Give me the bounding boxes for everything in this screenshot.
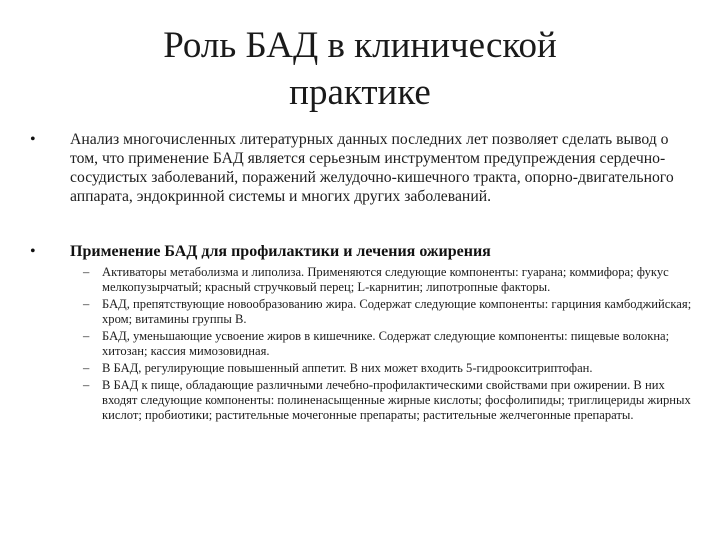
- sublist-item-text: БАД, уменьшающие усвоение жиров в кишечнике. Содержат следующие компоненты: пищевые волокна; хитозан; кассия мимозовидная.: [102, 329, 670, 358]
- slide-title: [90, 22, 630, 117]
- dash-icon: –: [83, 265, 90, 279]
- sublist-item: [30, 265, 692, 295]
- sublist-item-text: БАД, препятствующие новообразованию жира. Содержат следующие компоненты: гарциния камбоджийская; хром; витамины группы В.: [102, 297, 692, 326]
- bullet-analysis-text: Анализ многочисленных литературных данных последних лет позволяет сделать вывод о том, что применение БАД является серьезным инструментом предупреждения сердечно-сосудистых заболеваний, поражений желудочно-кишечного тракта, опорно-двигательного аппарата, эндокринной системы и многих других заболеваний.: [70, 131, 674, 205]
- dash-icon: –: [83, 378, 90, 392]
- dash-icon: –: [83, 329, 90, 343]
- bullet-analysis: [30, 130, 700, 206]
- sublist-item: [30, 297, 692, 327]
- bullet-obesity-heading: Применение БАД для профилактики и лечения ожирения: [70, 243, 491, 260]
- sublist-item: [30, 361, 692, 376]
- sublist-item: [30, 329, 692, 359]
- sublist-item: [30, 378, 692, 423]
- dash-icon: –: [83, 361, 90, 375]
- title-line-1: Роль БАД в клинической: [163, 25, 557, 66]
- bullet-icon: •: [30, 243, 36, 260]
- sublist-item-text: Активаторы метаболизма и липолиза. Применяются следующие компоненты: гуарана; коммифора; фукус мелкопузырчатый; красный стручковый перец; L-карнитин; липотропные факторы.: [102, 265, 669, 294]
- title-line-2: практике: [289, 72, 431, 114]
- bullet-obesity: [30, 242, 700, 425]
- obesity-sublist: [30, 265, 700, 423]
- sublist-item-text: В БАД, регулирующие повышенный аппетит. В них может входить 5-гидроокситриптофан.: [102, 361, 593, 375]
- sublist-item-text: В БАД к пище, обладающие различными лечебно-профилактическими свойствами при ожирении. В них входят следующие компоненты: полиненасыщенные жирные кислоты; фосфолипиды; триглицериды жирных кислот; пробиотики; растительные мочегонные препараты; растительные желчегонные препараты.: [102, 378, 691, 422]
- dash-icon: –: [83, 297, 90, 311]
- bullet-icon: •: [30, 131, 36, 148]
